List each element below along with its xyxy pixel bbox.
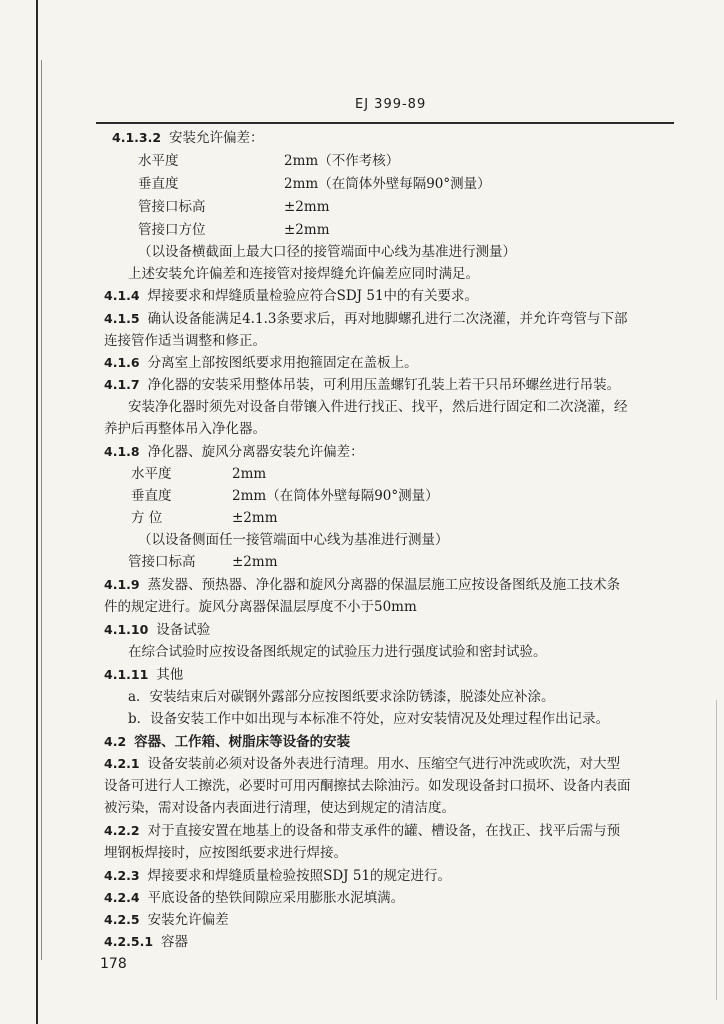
paragraph-line: 被污染，需对设备内表面进行清理，使达到规定的清洁度。 (104, 800, 455, 816)
standard-code: EJ 399-89 (355, 97, 427, 112)
section-4-1-3-2: 4.1.3.2 安装允许偏差： (112, 130, 264, 146)
section-4-1-9: 4.1.9 蒸发器、预热器、净化器和旋风分离器的保温层施工应按设备图纸及施工技术条 (104, 577, 621, 593)
section-4-1-10: 4.1.10 设备试验 (104, 622, 211, 638)
section-4-2-5-1: 4.2.5.1 容器 (104, 934, 189, 950)
paragraph-line: 养护后再整体吊入净化器。 (104, 421, 266, 437)
section-4-1-11: 4.1.11 其他 (104, 667, 184, 683)
tol-value: 2mm（在筒体外壁每隔90°测量） (232, 488, 439, 504)
tol-label: 垂直度 (131, 488, 172, 504)
paragraph-line: 安装净化器时须先对设备自带镶入件进行找正、找平，然后进行固定和二次浇灌，经 (128, 399, 628, 415)
paragraph-line: 连接管作适当调整和修正。 (104, 333, 266, 349)
measurement-note: （以设备横截面上最大口径的接管端面中心线为基准进行测量） (138, 244, 516, 260)
section-4-1-5: 4.1.5 确认设备能满足4.1.3条要求后，再对地脚螺孔进行二次浇灌，并允许弯管与下部 (104, 311, 628, 327)
paragraph-line: 埋钢板焊接时，应按图纸要求进行焊接。 (104, 845, 347, 861)
page-edge (716, 700, 717, 1000)
list-item-a: a．安装结束后对碳钢外露部分应按图纸要求涂防锈漆，脱漆处应补涂。 (128, 689, 555, 705)
section-4-1-6: 4.1.6 分离室上部按图纸要求用抱箍固定在盖板上。 (104, 355, 418, 371)
tol-value: ±2mm (284, 222, 330, 238)
section-4-2-3: 4.2.3 焊接要求和焊缝质量检验按照SDJ 51的规定进行。 (104, 868, 452, 884)
tol-label: 水平度 (138, 153, 179, 169)
tol-value: 2mm（在筒体外壁每隔90°测量） (284, 176, 491, 192)
header-rule (96, 122, 674, 124)
tol-label: 管接口标高 (138, 199, 206, 215)
paragraph-line: 设备可进行人工擦洗，必要时可用丙酮擦拭去除油污。如发现设备封口损坏、设备内表面 (104, 778, 631, 794)
tol-value: ±2mm (232, 554, 278, 570)
list-item-b: b．设备安装工作中如出现与本标准不符处，应对安装情况及处理过程作出记录。 (128, 711, 610, 727)
tol-value: 2mm (232, 466, 267, 482)
tol-label: 水平度 (131, 466, 172, 482)
section-4-2: 4.2 容器、工作箱、树脂床等设备的安装 (104, 734, 351, 750)
section-4-1-7: 4.1.7 净化器的安装采用整体吊装，可利用压盖螺钉孔装上若干只吊环螺丝进行吊装。 (104, 377, 621, 393)
binding-edge-inner (41, 60, 42, 960)
tol-label: 垂直度 (138, 176, 179, 192)
tol-value: ±2mm (232, 510, 278, 526)
tol-label: 方 位 (131, 510, 163, 526)
page-number: 178 (100, 956, 127, 972)
tol-value: 2mm（不作考核） (284, 153, 400, 169)
section-4-2-5: 4.2.5 安装允许偏差 (104, 912, 229, 928)
tol-label: 管接口标高 (128, 554, 196, 570)
tol-value: ±2mm (284, 199, 330, 215)
measurement-note: （以设备侧面任一接管端面中心线为基准进行测量） (138, 532, 449, 548)
paragraph-line: 上述安装允许偏差和连接管对接焊缝允许偏差应同时满足。 (128, 266, 479, 282)
section-4-2-2: 4.2.2 对于直接安置在地基上的设备和带支承件的罐、槽设备，在找正、找平后需与预 (104, 823, 621, 839)
tol-label: 管接口方位 (138, 222, 206, 238)
section-4-2-1: 4.2.1 设备安装前必须对设备外表进行清理。用水、压缩空气进行冲洗或吹洗，对大型 (104, 756, 621, 772)
paragraph-line: 在综合试验时应按设备图纸规定的试验压力进行强度试验和密封试验。 (128, 644, 547, 660)
binding-edge (36, 0, 38, 1024)
section-4-1-4: 4.1.4 焊接要求和焊缝质量检验应符合SDJ 51中的有关要求。 (104, 288, 479, 304)
paragraph-line: 件的规定进行。旋风分离器保温层厚度不小于50mm (104, 599, 417, 615)
section-4-2-4: 4.2.4 平底设备的垫铁间隙应采用膨胀水泥填满。 (104, 890, 405, 906)
section-4-1-8: 4.1.8 净化器、旋风分离器安装允许偏差： (104, 444, 364, 460)
